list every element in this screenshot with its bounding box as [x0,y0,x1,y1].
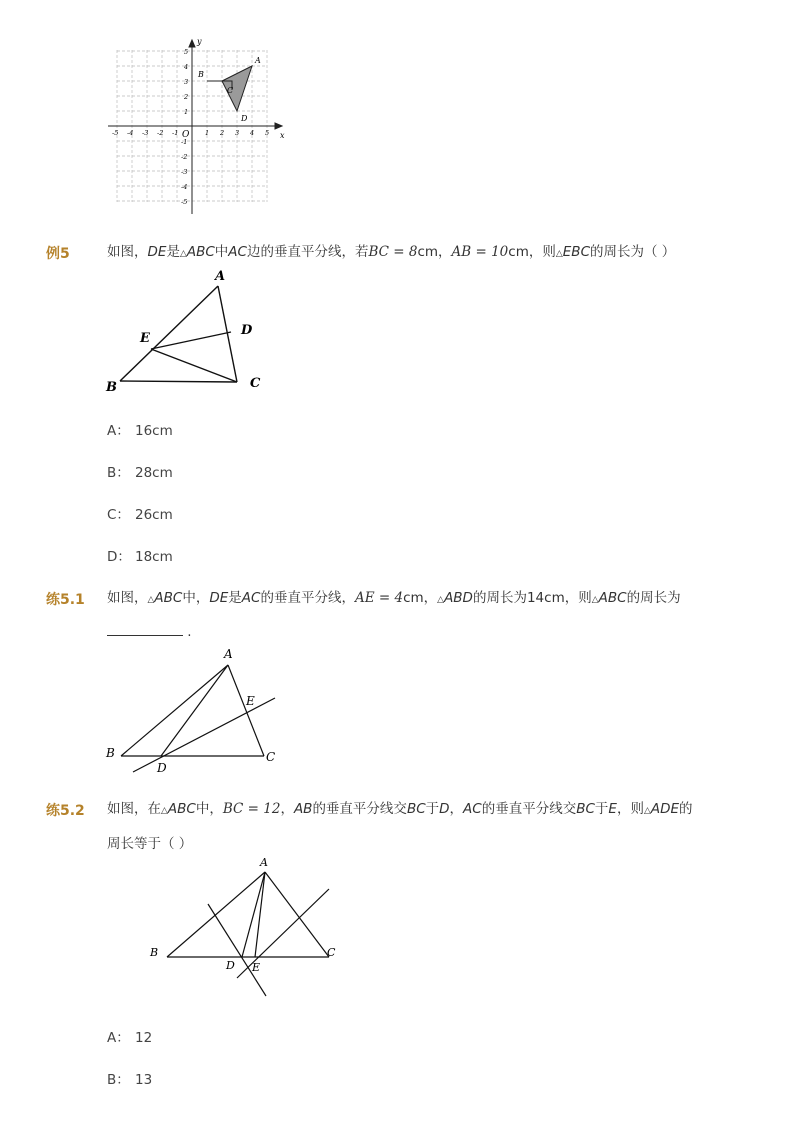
question-text: 如图，△ABC中，DE是AC的垂直平分线，AE = 4cm，△ABD的周长为14cm，则△ABC的周长为 [107,590,681,606]
point-label-d: D [241,323,253,338]
option-b[interactable]: B： 13 [107,1072,153,1088]
x-tick: 4 [250,129,255,137]
triangle-figure-ex52 [140,850,360,1005]
point-label-e: E [252,961,261,974]
option-d[interactable]: D： 18cm [107,549,173,565]
y-tick: 2 [184,93,189,101]
y-tick: 4 [184,63,189,71]
x-tick: -4 [127,129,134,137]
point-label-c: C [250,376,261,391]
answer-blank[interactable] [107,621,183,636]
point-label-b: B [106,746,115,760]
x-tick: 3 [235,129,240,137]
segment-ad [161,665,228,756]
point-label-a: A [215,269,226,284]
answer-blank-line: . [107,621,192,642]
point-label-a: A [224,647,233,661]
point-label-d: D [226,959,235,972]
point-label-e: E [246,694,255,708]
segment-ed [151,332,231,349]
point-label-b: B [106,380,117,395]
x-tick: -5 [112,129,119,137]
y-tick: -3 [181,168,188,176]
x-tick: -2 [157,129,164,137]
origin-label: O [182,130,190,140]
y-tick: 3 [184,78,189,86]
question-text: 如图，DE是△ABC中AC边的垂直平分线，若BC = 8cm，AB = 10cm，则△EBC的周长为（ ） [107,244,676,260]
segment-ad [242,872,265,957]
point-label-b: B [198,70,204,79]
segment-ae [255,872,265,957]
point-label-d: D [157,761,167,775]
x-tick: 1 [205,129,210,137]
triangle-figure-ex5 [100,265,280,395]
triangle-figure-ex51 [100,640,290,780]
segment-ec [151,349,237,382]
x-tick-labels [112,129,269,137]
y-tick: 1 [184,108,189,116]
x-tick: 5 [265,129,270,137]
point-label-a: A [260,856,268,869]
point-label-d: D [241,114,248,123]
segment-ac [265,872,329,957]
segment-ac [228,665,264,756]
segment-ab [120,286,218,381]
point-label-c: C [266,750,276,764]
x-tick: -1 [172,129,179,137]
y-tick: -4 [181,183,188,191]
perpendicular-bisector-ab [208,904,266,996]
point-label-e: E [140,331,150,346]
option-a[interactable]: A： 16cm [107,423,173,439]
practice-tag: 练5.1 [46,592,85,608]
practice-tag: 练5.2 [46,803,85,819]
segment-bc [120,381,237,382]
point-label-c: C [327,946,336,959]
x-axis-label: x [280,131,285,140]
y-tick: -5 [181,198,188,206]
point-label-b: B [150,946,159,959]
coordinate-grid-figure [100,38,300,218]
segment-ab [121,665,228,756]
x-tick: -3 [142,129,149,137]
question-text-line2: 周长等于（ ） [107,836,193,852]
option-b[interactable]: B： 28cm [107,465,173,481]
y-axis-label: y [197,38,202,46]
x-tick: 2 [220,129,225,137]
segment-ab [167,872,265,957]
point-label-a: A [255,56,261,65]
y-tick: -1 [181,138,188,146]
question-text: 如图，在△ABC中，BC = 12，AB的垂直平分线交BC于D，AC的垂直平分线交BC于E，则△ADE的 [107,801,693,817]
point-label-c: C [227,86,234,95]
y-tick-labels [181,48,188,206]
y-tick: 5 [184,48,189,56]
perpendicular-bisector-ac [237,889,329,978]
y-tick: -2 [181,153,188,161]
option-a[interactable]: A： 12 [107,1030,153,1046]
example-tag: 例5 [46,246,70,262]
perpendicular-bisector-de [133,698,275,772]
option-c[interactable]: C： 26cm [107,507,173,523]
